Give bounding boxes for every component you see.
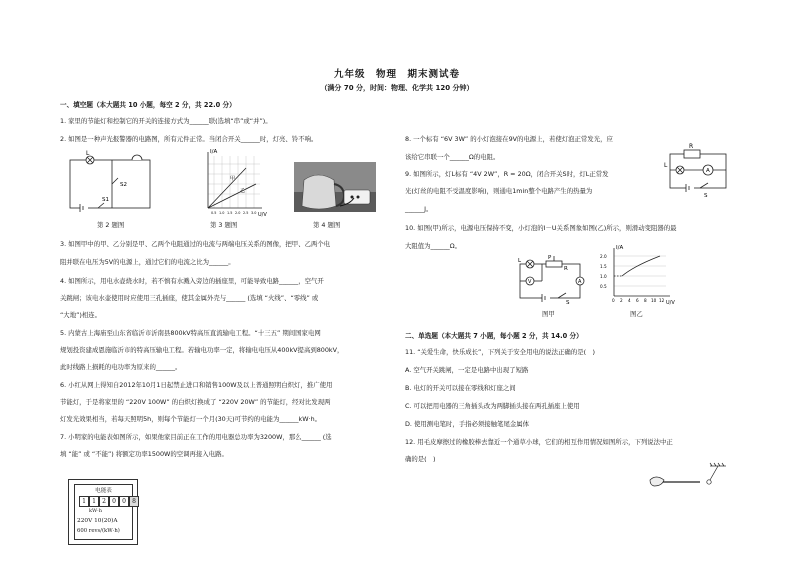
question-11-option-b: B. 电灯的开关可以接在零线和灯座之间 [405, 384, 516, 392]
meter-spec: 220V 10(20)A [77, 518, 118, 524]
question-2: 2. 如图是一种声光报警器的电路图，所有元件正常。当闭合开关______时，灯亮、铃不响。 [60, 135, 318, 143]
question-3-line-1: 3. 如图甲中的甲、乙分别是甲、乙两个电阻通过的电流与两端电压关系的图像，把甲、乙两个电 [60, 240, 331, 248]
figure-12-rod-ball [648, 462, 728, 496]
meter-digit: 1 [79, 496, 89, 507]
fig10-xlabel: U/V [666, 300, 675, 306]
fig10-xtick: 0 [612, 298, 615, 303]
fig10-a-label: A [578, 279, 582, 285]
question-8-line-2: 该给它串联一个______Ω的电阻。 [405, 153, 500, 161]
figure-10-jia-circuit [512, 254, 590, 306]
question-6-line-3: 灯发光效果相当，若每天照明5h，则每个节能灯一个月(30天)可节约的电能为______kW·h。 [60, 415, 322, 423]
fig3-line-jia: 甲 [230, 176, 236, 182]
caption-fig3: 第 3 题图 [210, 221, 238, 229]
meter-digits [79, 496, 139, 507]
fig3-xtick: 0.5 [211, 211, 217, 215]
question-4-line-2: 关跳闸；该电水壶使用时应使用三孔插座，使其金属外壳与______ (选填 “火线”、“零线” 或 [60, 294, 319, 302]
fig2-s2-label: S2 [120, 182, 127, 188]
question-11-option-d: D. 使用测电笔时，手指必须接触笔尾金属体 [405, 420, 530, 428]
question-9-line-1: 9. 如图所示，灯L标有 “4V 2W”，R = 20Ω，闭合开关S时，灯L正常发 [405, 170, 609, 178]
page-title: 九年级 物理 期末测试卷 [333, 69, 460, 80]
question-7-line-1: 7. 小明家的电能表如图所示，如果他家目前正在工作的用电器总功率为3200W，那么______ (选 [60, 433, 332, 441]
fig9-r-label: R [689, 143, 694, 150]
fig10-ylabel: I/A [616, 245, 624, 251]
fig3-xtick: 3.0 [251, 211, 257, 215]
question-5-line-2: 规划投资建成恩施临沂市的特高压输电工程。若输电功率一定，将输电电压从400kV提高到800kV， [60, 346, 344, 354]
meter-title: 电能表 [95, 488, 112, 494]
figure-10-yi-chart [594, 242, 678, 310]
question-12-line-1: 12. 用毛皮摩擦过的橡胶棒去靠近一个通草小球，它们的相互作用情况如图所示，下列说法中正 [405, 438, 673, 446]
meter-digit: 0 [119, 496, 129, 507]
question-11-option-c: C. 可以把用电器的三角插头改为两脚插头接在两孔插座上使用 [405, 402, 580, 410]
question-9-line-2: 光(灯丝的电阻不受温度影响)，则通电1min整个电路产生的热量为 [405, 187, 593, 195]
section-heading-single-choice: 二、单选题（本大题共 7 小题，每小题 2 分，共 14.0 分） [405, 332, 583, 340]
question-11-option-a: A. 空气开关跳闸，一定是电路中出现了短路 [405, 366, 529, 374]
fig10-xtick: 8 [644, 298, 647, 303]
fig10-xtick: 6 [636, 298, 639, 303]
figure-3-chart [200, 144, 270, 220]
fig10-xtick: 12 [659, 298, 665, 303]
question-11: 11. “关爱生命，快乐成长”，下列关于安全用电的说法正确的是( ) [405, 348, 595, 356]
fig10-ytick: 0.5 [600, 284, 607, 289]
fig10-xtick: 4 [628, 298, 631, 303]
question-4-line-1: 4. 如图所示，用电水壶烧水时，若不慎有水溅入旁边的插座里，可能导致电路______，空气开 [60, 277, 324, 285]
meter-digit: 2 [99, 496, 109, 507]
meter-digit: 8 [129, 496, 139, 507]
fig9-ammeter-label: A [706, 168, 710, 174]
question-1: 1. 家里的节能灯和控制它的开关的连接方式为______联(选填“串”或“并”)。 [60, 117, 272, 125]
fig10-ytick: 2.0 [600, 254, 607, 259]
fig3-xtick: 1.5 [227, 211, 233, 215]
question-6-line-2: 节能灯，于是将家里的 “220V 100W” 的白炽灯换成了 “220V 20W” 的节能灯，经对比发现两 [60, 398, 331, 406]
fig3-xtick: 2.0 [235, 211, 241, 215]
figure-9-circuit [664, 140, 744, 198]
question-7-line-2: 填 “能” 或 “不能”) 将额定功率1500W的空调再接入电路。 [60, 450, 228, 458]
fig10-s-label: S [566, 300, 570, 306]
question-10-line-1: 10. 如图(甲)所示，电源电压保持不变，小灯泡的I－U关系图象如图(乙)所示，则滑动变阻器的最 [405, 224, 677, 232]
meter-revs: 600 revs/(kW·h) [77, 528, 120, 534]
fig3-line-yi: 乙 [240, 188, 246, 194]
fig10-xtick: 2 [620, 298, 623, 303]
fig3-xtick: 2.5 [243, 211, 249, 215]
section-heading-fill-in: 一、填空题（本大题共 10 小题，每空 2 分，共 22.0 分） [60, 101, 236, 109]
page-subtitle: （满分 70 分，时间：物理、化学共 120 分钟） [320, 84, 474, 92]
meter-unit: kW·h [89, 508, 102, 514]
fig10-v-label: V [528, 279, 532, 285]
caption-fig4: 第 4 题图 [313, 221, 341, 229]
question-9-line-3: ______J。 [405, 205, 433, 213]
question-5-line-1: 5. 内蒙古上海庙至山东省临沂市沂南县800kV特高压直流输电工程。“十三五” 期间国家电网 [60, 329, 321, 337]
fig3-ylabel: I/A [210, 149, 218, 155]
fig2-s1-label: S1 [102, 197, 109, 203]
figure-2-circuit [62, 148, 162, 216]
fig10-l-label: L [518, 258, 522, 264]
fig10-r-label: R [564, 266, 568, 272]
fig10-xtick: 10 [651, 298, 657, 303]
question-12-line-2: 确的是( ) [405, 455, 436, 463]
caption-fig2: 第 2 题图 [97, 221, 125, 229]
fig10-ytick: 1.0 [600, 274, 607, 279]
question-6-line-1: 6. 小红从网上得知自2012年10月1日起禁止进口和销售100W及以上普通照明白炽灯，推广使用 [60, 381, 333, 389]
question-10-line-2: 大阻值为______Ω。 [405, 242, 462, 250]
fig3-xlabel: U/V [258, 212, 267, 218]
fig9-switch-label: S [704, 193, 708, 198]
figure-4-kettle-photo [294, 162, 376, 212]
fig10-p-label: P [548, 255, 552, 261]
caption-fig-yi: 图乙 [630, 310, 643, 318]
electricity-meter-figure [68, 479, 138, 545]
caption-fig-jia: 图甲 [542, 310, 555, 318]
fig3-xtick: 1.0 [219, 211, 225, 215]
question-3-line-2: 阻并联在电压为5V的电源上，通过它们的电流之比为______。 [60, 258, 235, 266]
question-8-line-1: 8. 一个标有 “6V 3W” 的小灯泡接在9V的电源上，若使灯泡正常发光，应 [405, 135, 613, 143]
question-5-line-3: 此时线路上损耗的电功率为原来的______。 [60, 363, 182, 371]
meter-digit: 0 [109, 496, 119, 507]
meter-digit: 1 [89, 496, 99, 507]
fig9-l-label: L [664, 162, 668, 169]
question-4-line-3: “大地”)相连。 [60, 311, 102, 319]
fig10-ytick: 1.5 [600, 264, 607, 269]
fig2-lamp-label: L [86, 150, 90, 157]
